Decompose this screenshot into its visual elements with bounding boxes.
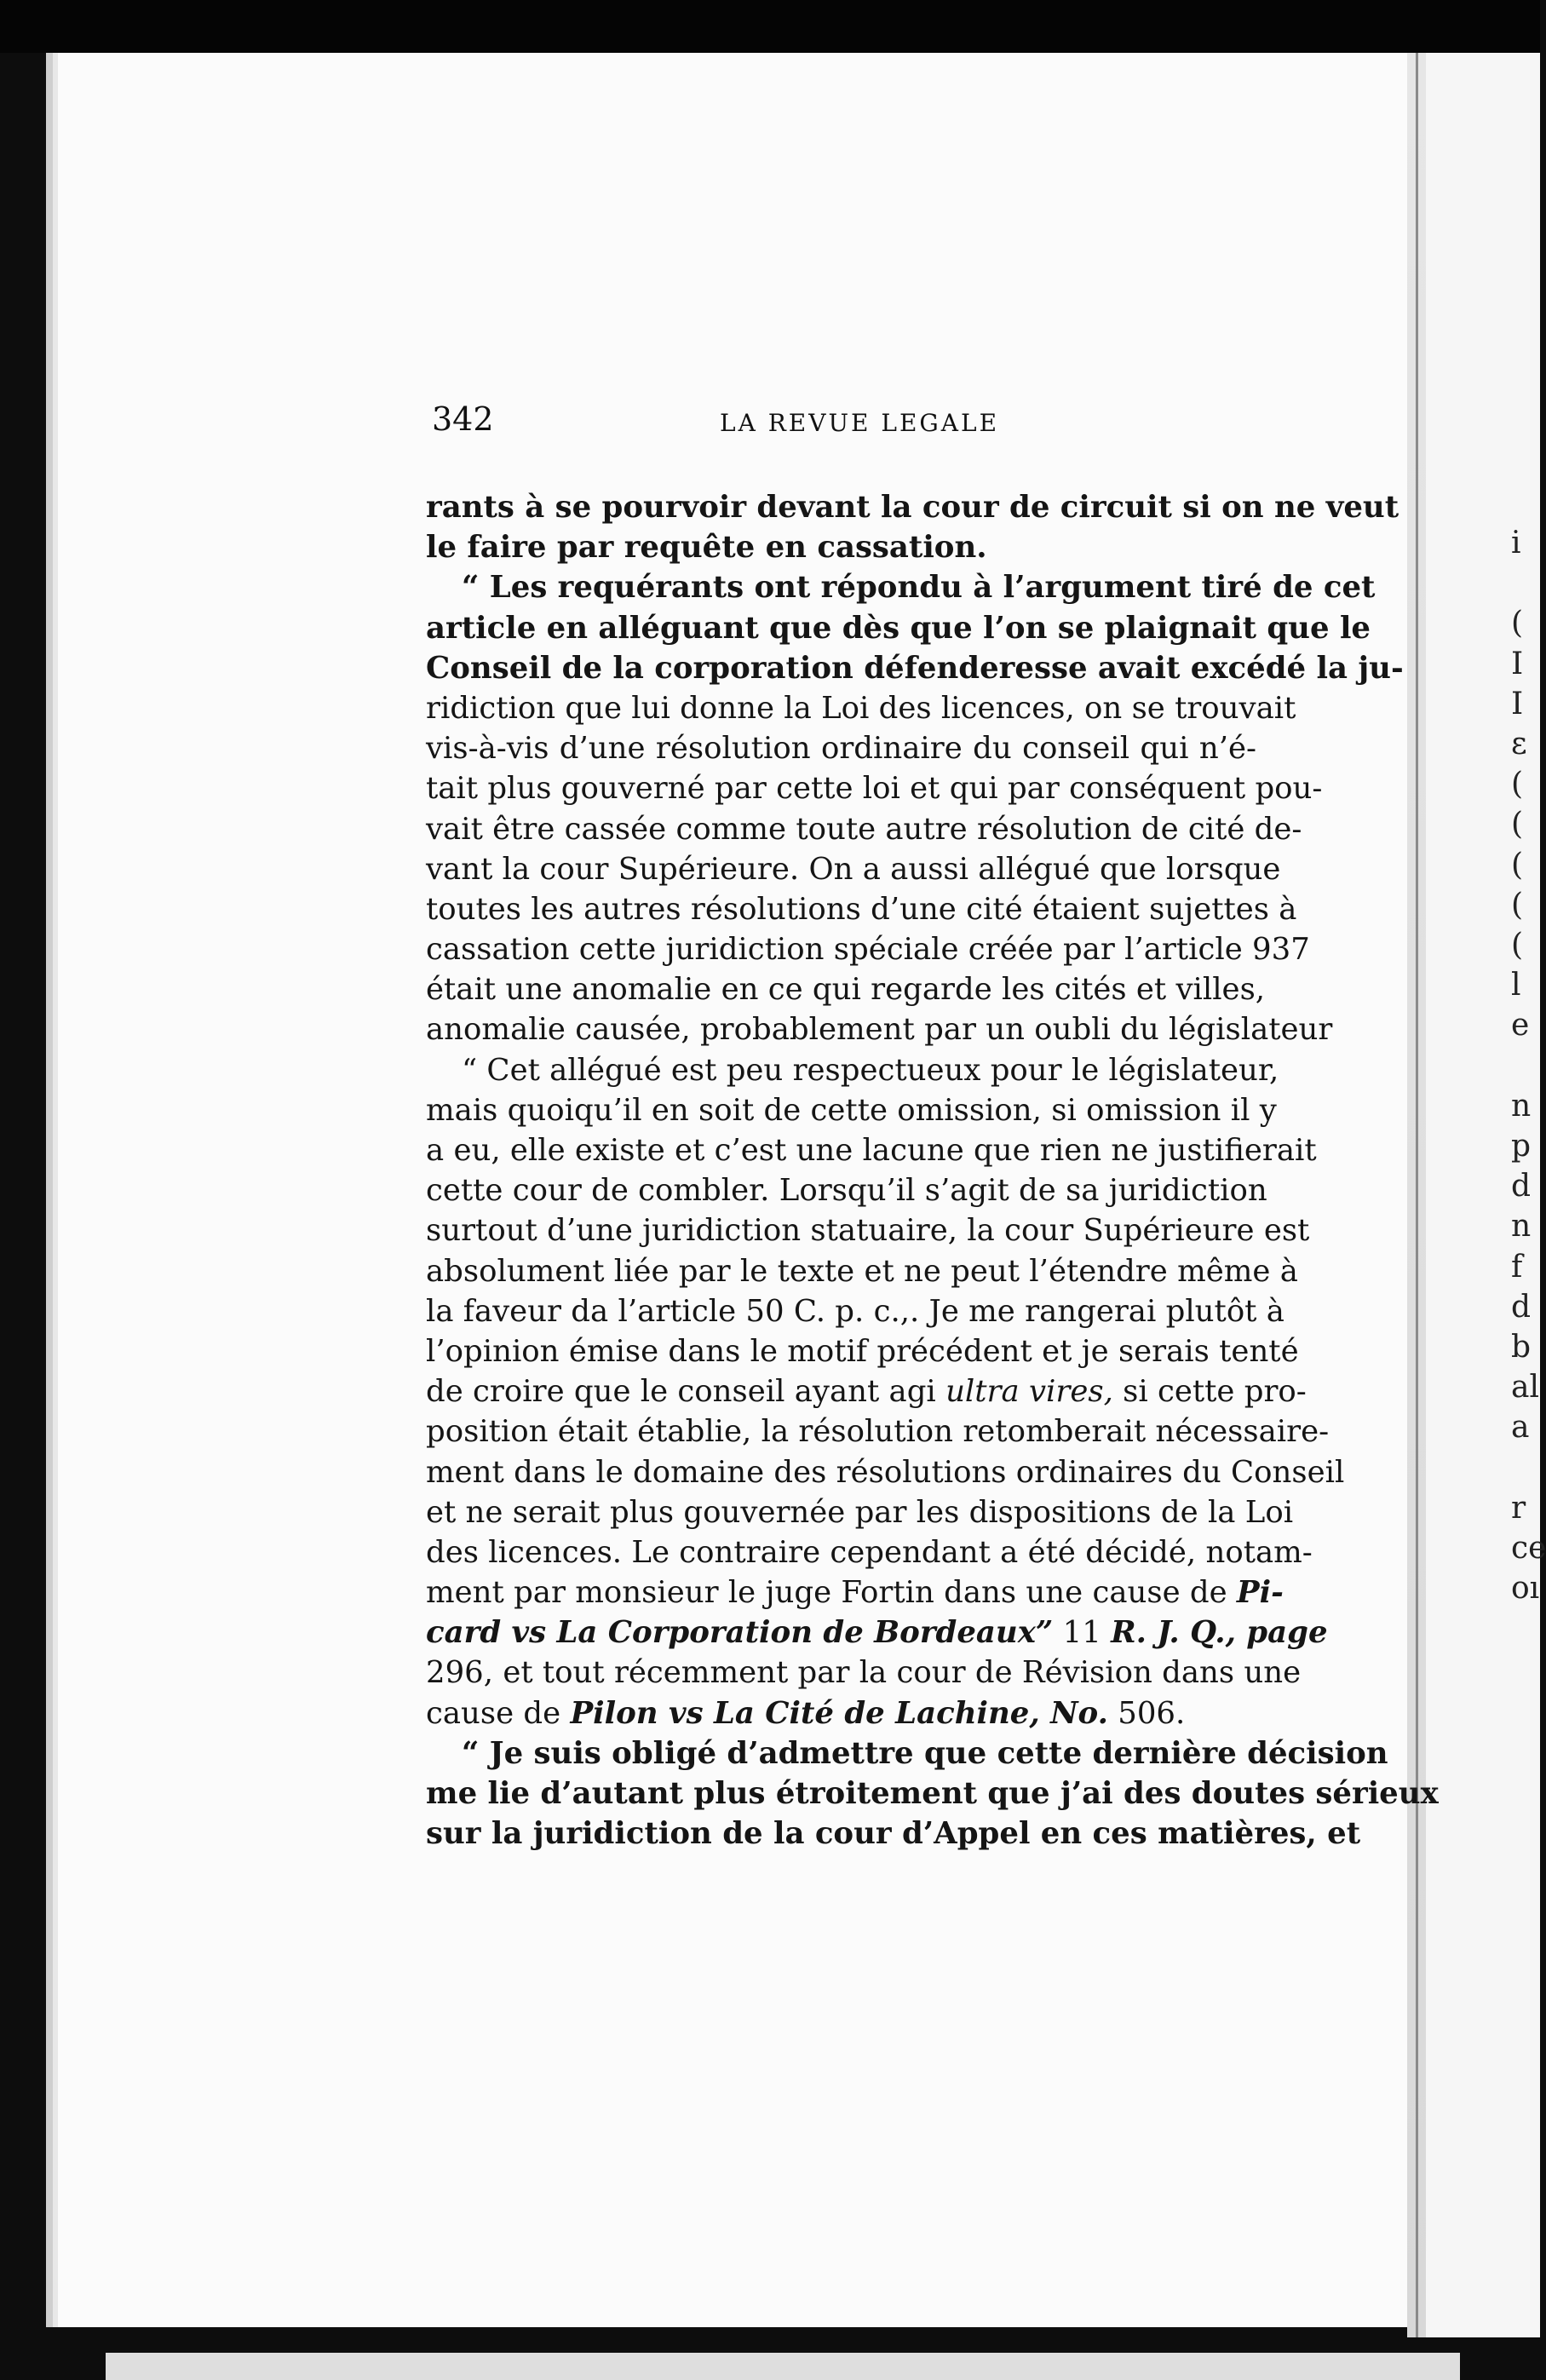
text-line — [426, 1411, 1330, 1452]
text-line — [426, 1774, 1439, 1814]
facing-page-fragment: n — [1511, 1088, 1532, 1124]
text-run: Conseil de la corporation défenderesse avait excédé la ju- — [426, 650, 1404, 686]
text-run: 11 — [1053, 1615, 1112, 1651]
text-line — [426, 849, 1281, 889]
text-line — [426, 1331, 1299, 1371]
text-run: article en alléguant que dès que l’on se plaignait que le — [426, 610, 1371, 646]
text-line — [426, 1009, 1333, 1049]
scan-border-top — [0, 0, 1540, 53]
text-run: vant la cour Supérieure. On a aussi allégué que lorsque — [426, 851, 1281, 887]
text-run: “ Je suis obligé d’admettre que cette dernière décision — [462, 1735, 1388, 1771]
text-run: cassation cette juridiction spéciale créée par l’article 937 — [426, 932, 1310, 968]
text-run: 506. — [1107, 1695, 1186, 1731]
text-line — [426, 1251, 1298, 1291]
text-line — [426, 1170, 1267, 1210]
running-head: LA REVUE LEGALE — [720, 409, 1000, 437]
facing-page-fragment: oı — [1511, 1571, 1540, 1607]
facing-page-fragment: ( — [1511, 887, 1524, 923]
text-line — [426, 1532, 1313, 1572]
facing-page-fragment: I — [1511, 686, 1524, 721]
text-run: des licences. Le contraire cependant a été décidé, notam- — [426, 1534, 1313, 1570]
page-left-edge — [46, 53, 53, 2327]
text-run: était une anomalie en ce qui regarde les cités et villes, — [426, 972, 1266, 1008]
page-header — [432, 400, 1284, 451]
text-run: cause de — [426, 1695, 571, 1731]
text-run: de croire que le conseil ayant agi — [426, 1374, 946, 1410]
facing-page-edge — [1426, 53, 1546, 2337]
text-line — [426, 1371, 1307, 1411]
text-line — [426, 1452, 1345, 1492]
text-line — [426, 1653, 1302, 1693]
text-line — [426, 889, 1297, 929]
facing-page-fragment: a — [1511, 1410, 1530, 1446]
text-run: toutes les autres résolutions d’une cité étaient sujettes à — [426, 891, 1297, 927]
emphasis-text: ultra vires, — [945, 1374, 1113, 1410]
facing-page-fragment: ( — [1511, 767, 1524, 802]
text-line — [426, 929, 1310, 969]
text-line — [426, 1572, 1284, 1613]
page-bottom-edge — [106, 2353, 1460, 2380]
text-run: absolument liée par le texte et ne peut l’étendre même à — [426, 1253, 1298, 1289]
emphasis-text: Pi- — [1236, 1575, 1284, 1611]
text-line — [426, 487, 1399, 527]
text-run: 296, et tout récemment par la cour de Révision dans une — [426, 1655, 1302, 1691]
text-run: position était établie, la résolution retomberait nécessaire- — [426, 1414, 1330, 1450]
text-line — [426, 1492, 1294, 1532]
text-line — [426, 1814, 1361, 1854]
text-line — [426, 608, 1371, 648]
text-line — [426, 648, 1404, 688]
text-run: le faire par requête en cassation. — [426, 530, 987, 566]
text-line — [426, 567, 1376, 607]
facing-page-text-fragments — [1426, 53, 1546, 2337]
facing-page-fragment: n — [1511, 1209, 1532, 1245]
facing-page-fragment: al — [1511, 1370, 1539, 1406]
text-line — [426, 688, 1296, 728]
text-run: si cette pro- — [1112, 1374, 1307, 1410]
text-run: la faveur da l’article 50 C. p. c.,. Je me rangerai plutôt à — [426, 1293, 1285, 1329]
facing-page-fragment: l — [1511, 968, 1521, 1003]
text-run: mais quoiqu’il en soit de cette omission, si omission il y — [426, 1092, 1277, 1128]
text-line — [426, 1733, 1388, 1774]
text-line — [426, 1613, 1328, 1653]
facing-page-fragment: ( — [1511, 807, 1524, 842]
text-line — [426, 768, 1323, 808]
facing-page-fragment: d — [1511, 1289, 1532, 1325]
gutter-shadow-line — [1416, 53, 1418, 2337]
text-line — [426, 1050, 1279, 1090]
text-line — [426, 1210, 1310, 1250]
text-line — [426, 1090, 1277, 1130]
text-run: sur la juridiction de la cour d’Appel en ces matières, et — [426, 1816, 1361, 1852]
text-run: vait être cassée comme toute autre résolution de cité de- — [426, 811, 1302, 847]
text-line — [426, 969, 1266, 1009]
facing-page-fragment: e — [1511, 1008, 1530, 1043]
text-run: anomalie causée, probablement par un oubli du législateur — [426, 1012, 1333, 1048]
facing-page-fragment: ( — [1511, 847, 1524, 882]
text-run: “ Les requérants ont répondu à l’argument tiré de cet — [462, 570, 1376, 606]
facing-page-fragment: ce — [1511, 1531, 1546, 1566]
facing-page-fragment: r — [1511, 1490, 1526, 1526]
emphasis-text: Pilon vs La Cité de Lachine, No. — [570, 1695, 1108, 1731]
text-run: ridiction que lui donne la Loi des licences, on se trouvait — [426, 690, 1296, 726]
facing-page-fragment: ɛ — [1511, 727, 1527, 762]
facing-page-fragment: i — [1511, 526, 1521, 561]
facing-page-fragment: f — [1511, 1249, 1523, 1285]
text-line — [426, 1693, 1256, 1733]
text-run: et ne serait plus gouvernée par les dispositions de la Loi — [426, 1494, 1294, 1530]
text-run: ment par monsieur le juge Fortin dans une cause de — [426, 1575, 1237, 1611]
emphasis-text: R. J. Q., page — [1111, 1615, 1328, 1651]
page-number: 342 — [432, 400, 494, 438]
text-line — [426, 809, 1302, 849]
text-run: l’opinion émise dans le motif précédent et je serais tenté — [426, 1333, 1299, 1369]
text-line — [426, 728, 1256, 768]
text-run: ment dans le domaine des résolutions ordinaires du Conseil — [426, 1454, 1345, 1490]
text-run: surtout d’une juridiction statuaire, la cour Supérieure est — [426, 1213, 1310, 1249]
text-line — [426, 527, 1256, 567]
emphasis-text: card vs La Corporation de Bordeaux” — [426, 1615, 1054, 1651]
facing-page-fragment: b — [1511, 1330, 1532, 1365]
text-run: rants à se pourvoir devant la cour de circuit si on ne veut — [426, 490, 1399, 525]
text-run: a eu, elle existe et c’est une lacune que rien ne justifierait — [426, 1133, 1317, 1168]
facing-page-fragment: p — [1511, 1129, 1532, 1164]
text-run: vis-à-vis d’une résolution ordinaire du conseil qui n’é- — [426, 731, 1256, 767]
facing-page-fragment: I — [1511, 646, 1524, 681]
text-run: cette cour de combler. Lorsqu’il s’agit de sa juridiction — [426, 1173, 1267, 1209]
text-run: me lie d’autant plus étroitement que j’ai des doutes sérieux — [426, 1776, 1439, 1811]
text-line — [426, 1130, 1317, 1170]
facing-page-fragment: d — [1511, 1169, 1532, 1204]
body-text — [426, 487, 1439, 1854]
text-line — [426, 1291, 1285, 1331]
text-run: tait plus gouverné par cette loi et qui par conséquent pou- — [426, 771, 1323, 807]
text-run: “ Cet allégué est peu respectueux pour le législateur, — [462, 1052, 1279, 1088]
facing-page-fragment: ( — [1511, 928, 1524, 963]
facing-page-fragment: ( — [1511, 606, 1524, 641]
